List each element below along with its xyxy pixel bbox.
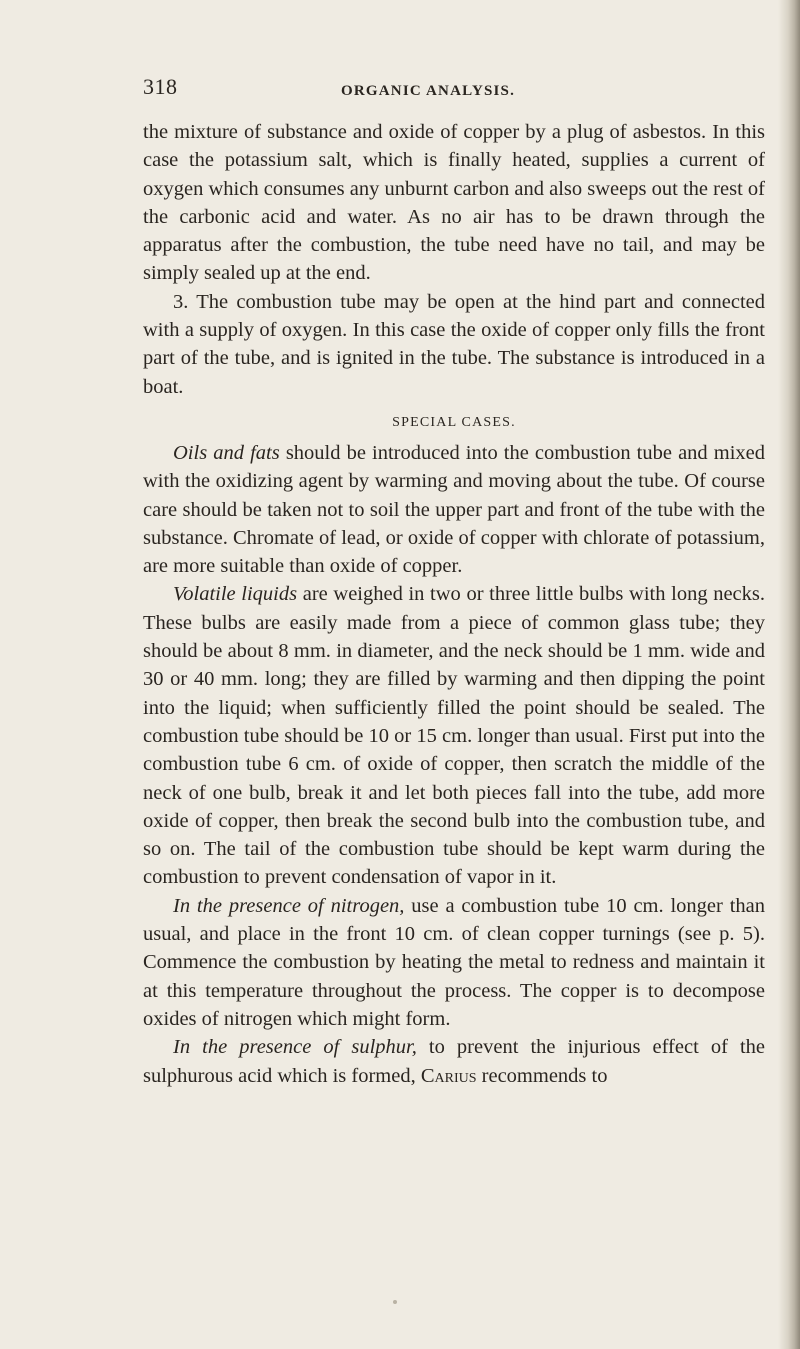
page-header [143,74,763,106]
page-edge-shadow [778,0,800,1349]
case-title-volatile: Volatile liquids [173,583,298,606]
case-text-nitrogen: use a combustion tube 10 cm. longer than usual, and place in the front 10 cm. of clean copper turnings (see p. 5). Commence the combustion by heating the metal to redness and maintain it at this temperature throughout the process. The copper is to decompose oxides of nitrogen which might form. [143,894,765,1030]
body-text [143,118,765,1090]
page-speck [393,1300,397,1304]
author-name-carius: Carius [420,1064,477,1087]
case-title-nitrogen: In the presence of nitrogen, [173,894,405,917]
case-title-oils: Oils and fats [173,441,280,464]
case-text-sulphur-before: to prevent the injurious effect of the sulphurous acid which is formed, [143,1036,765,1087]
paragraph-nitrogen [143,892,765,1033]
case-text-volatile: are weighed in two or three little bulbs with long necks. These bulbs are easily made from a piece of common glass tube; they should be about 8 mm. in diameter, and the neck should be 1 mm. wide and 30 or 40 mm. long; they are filled by warming and then dipping the point into the liquid; when sufficiently filled the point should be sealed. The combustion tube should be 10 or 15 cm. longer than usual. First put into the combustion tube 6 cm. of oxide of copper, then scratch the middle of the neck of one bulb, break it and let both pieces fall into the tube, add more oxide of copper, then break the second bulb into the combustion tube, and so on. The tail of the combustion tube should be kept warm during the combustion to prevent condensation of vapor in it. [143,583,766,889]
case-text-oils: should be introduced into the combustion tube and mixed with the oxidizing agent by warming and moving about the tube. Of course care should be taken not to soil the upper part and front of the tube with the substance. Chromate of lead, or oxide of copper with chlorate of potassium, are more suitable than oxide of copper. [143,441,765,578]
paragraph-sulphur [143,1033,765,1090]
page-number: 318 [143,74,178,99]
case-title-sulphur: In the presence of sulphur, [173,1036,417,1059]
paragraph-method-3: 3. The combustion tube may be open at the hind part and connected with a supply of oxygen. In this case the oxide of copper only fills the front part of the tube, and is ignited in the tube. The substance is introduced in a boat. [143,290,765,398]
paragraph-continuation: the mixture of substance and oxide of copper by a plug of asbestos. In this case the potassium salt, which is finally heated, supplies a current of oxygen which consumes any unburnt carbon and also sweeps out the rest of the carbonic acid and water. As no air has to be drawn through the apparatus after the combustion, the tube need have no tail, and may be simply sealed up at the end. [143,121,765,285]
paragraph-volatile-liquids [143,580,765,891]
section-heading: SPECIAL CASES. [392,414,516,430]
paragraph-oils-and-fats [143,439,765,580]
running-head: ORGANIC ANALYSIS. [341,83,516,99]
case-text-sulphur-after: recommends to [476,1064,608,1087]
